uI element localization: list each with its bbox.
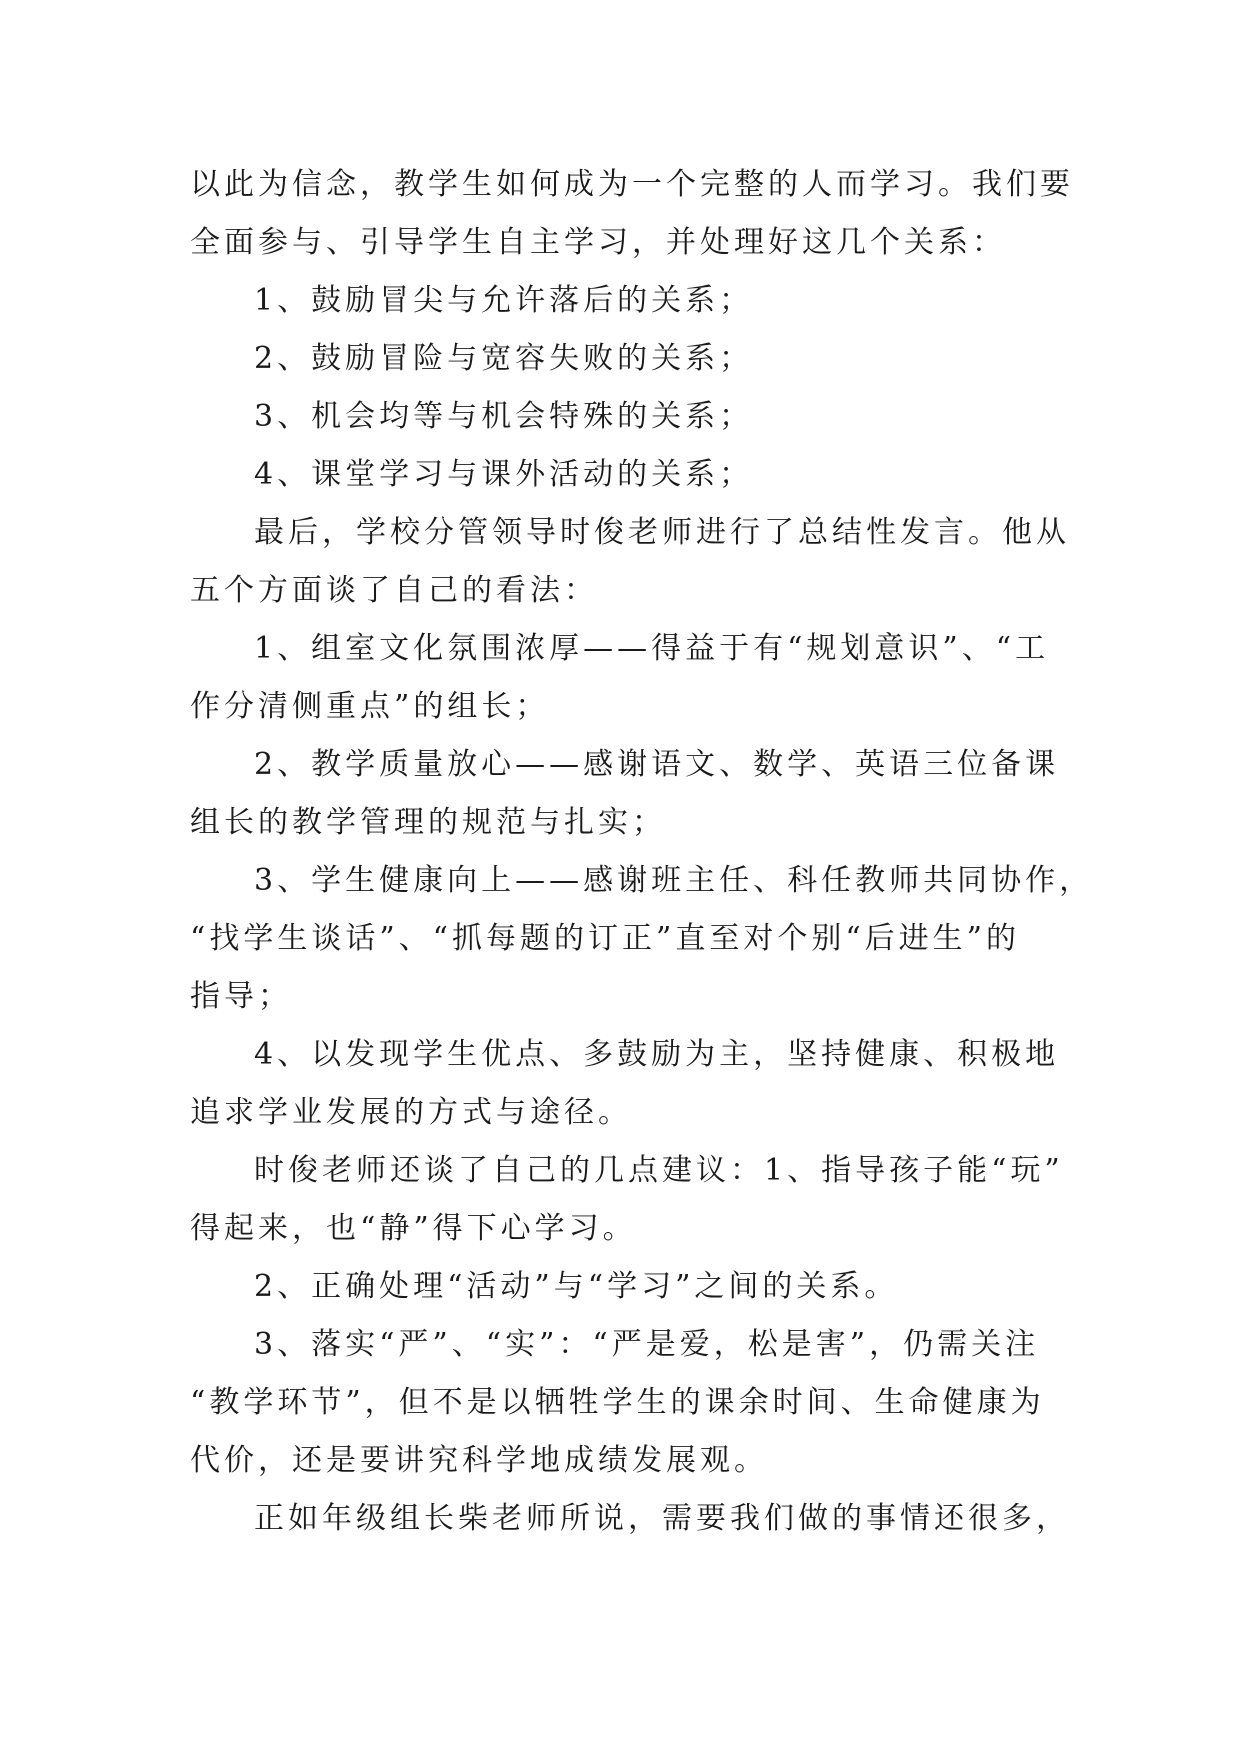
text-line: 以此为信念，教学生如何成为一个完整的人而学习。我们要 xyxy=(190,167,1074,202)
list-item: 1、组室文化氛围浓厚——得益于有“规划意识”、“工 xyxy=(254,631,1050,666)
list-item: 3、落实“严”、“实”：“严是爱，松是害”，仍需关注 xyxy=(254,1327,1040,1362)
text-line: 代价，还是要讲究科学地成绩发展观。 xyxy=(190,1443,768,1478)
list-item: 1、鼓励冒尖与允许落后的关系； xyxy=(254,283,754,318)
text-line: 作分清侧重点”的组长； xyxy=(190,689,550,724)
text-line: 组长的教学管理的规范与扎实； xyxy=(190,805,666,840)
text-line: “教学环节”，但不是以牺牲学生的课余时间、生命健康为 xyxy=(190,1385,1045,1420)
text-line: 全面参与、引导学生自主学习，并处理好这几个关系： xyxy=(190,225,1006,260)
paragraph-start: 最后，学校分管领导时俊老师进行了总结性发言。他从 xyxy=(254,515,1070,550)
text-line: 五个方面谈了自己的看法： xyxy=(190,573,598,608)
text-line: 指导； xyxy=(190,979,292,1014)
list-item: 2、鼓励冒险与宽容失败的关系； xyxy=(254,341,754,376)
text-line: 得起来，也“静”得下心学习。 xyxy=(190,1211,637,1246)
document-body xyxy=(190,156,1094,1548)
paragraph-start: 时俊老师还谈了自己的几点建议：1、指导孩子能“玩” xyxy=(254,1153,1064,1188)
list-item: 2、正确处理“活动”与“学习”之间的关系。 xyxy=(254,1269,899,1304)
text-line: “找学生谈话”、“抓每题的订正”直至对个别“后进生”的 xyxy=(190,921,1021,956)
list-item: 3、机会均等与机会特殊的关系； xyxy=(254,399,754,434)
list-item: 4、课堂学习与课外活动的关系； xyxy=(254,457,754,492)
paragraph-start: 正如年级组长柴老师所说，需要我们做的事情还很多， xyxy=(254,1501,1070,1536)
list-item: 3、学生健康向上——感谢班主任、科任教师共同协作， xyxy=(254,863,1094,898)
text-line: 追求学业发展的方式与途径。 xyxy=(190,1095,632,1130)
list-item: 4、以发现学生优点、多鼓励为主，坚持健康、积极地 xyxy=(254,1037,1060,1072)
list-item: 2、教学质量放心——感谢语文、数学、英语三位备课 xyxy=(254,747,1060,782)
